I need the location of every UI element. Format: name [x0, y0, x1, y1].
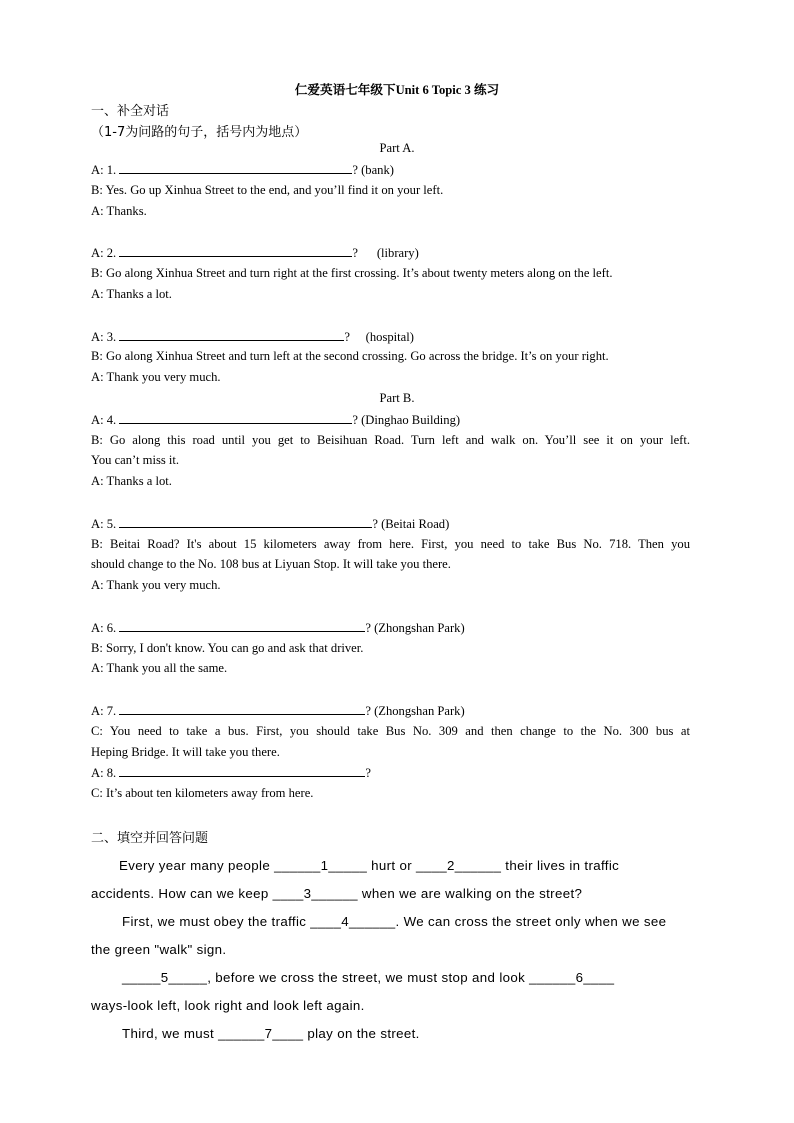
dialogue-line: A: Thank you all the same. — [91, 661, 228, 675]
section1-note: （1-7为问路的句子，括号内为地点） — [91, 125, 308, 140]
question-number: A: 6. — [91, 621, 117, 635]
question-number: A: 8. — [91, 766, 117, 780]
dialogue-line: B: Go along Xinhua Street and turn left at the second crossing. Go across the bridge. It’s on your right. — [91, 349, 609, 363]
question-hint: ? (Zhongshan Park) — [365, 621, 465, 635]
part-a-label: Part A. — [379, 141, 415, 155]
question-6 — [91, 620, 465, 636]
answer-blank[interactable] — [119, 245, 352, 257]
passage-line: _____5_____, before we cross the street, we must stop and look ______6____ — [122, 970, 615, 985]
dialogue-line: A: Thanks a lot. — [91, 287, 172, 301]
question-number: A: 5. — [91, 517, 117, 531]
passage-line: Every year many people ______1_____ hurt or ____2______ their lives in traffic — [119, 858, 620, 873]
question-8 — [91, 765, 371, 781]
answer-blank[interactable] — [119, 516, 372, 528]
answer-blank[interactable] — [119, 329, 344, 341]
question-1 — [91, 162, 394, 178]
dialogue-line: B: Yes. Go up Xinhua Street to the end, and you’ll find it on your left. — [91, 183, 444, 197]
question-hint: ? (Dinghao Building) — [352, 413, 461, 427]
question-2 — [91, 245, 419, 261]
passage-line: accidents. How can we keep ____3______ when we are walking on the street? — [91, 886, 583, 901]
dialogue-line: B: Sorry, I don't know. You can go and ask that driver. — [91, 641, 364, 655]
dialogue-line: B: Go along Xinhua Street and turn right at the first crossing. It’s about twenty meters along on the left. — [91, 266, 613, 280]
question-3 — [91, 329, 414, 345]
question-hint: ? (bank) — [352, 163, 394, 177]
question-number: A: 2. — [91, 246, 117, 260]
part-b-label: Part B. — [379, 391, 415, 405]
question-hint: ? (library) — [352, 246, 419, 260]
question-7 — [91, 703, 465, 719]
answer-blank[interactable] — [119, 703, 365, 715]
dialogue-line: A: Thank you very much. — [91, 578, 221, 592]
passage-line: the green "walk" sign. — [91, 942, 227, 957]
answer-blank[interactable] — [119, 620, 365, 632]
dialogue-line: C: You need to take a bus. First, you should take Bus No. 309 and then change to the No. 300 bus at — [91, 724, 690, 738]
dialogue-line: Heping Bridge. It will take you there. — [91, 745, 280, 759]
question-hint: ? (hospital) — [344, 330, 414, 344]
dialogue-line: A: Thanks a lot. — [91, 474, 172, 488]
question-4 — [91, 412, 460, 428]
dialogue-line: You can’t miss it. — [91, 453, 180, 467]
question-number: A: 7. — [91, 704, 117, 718]
section1-heading: 一、补全对话 — [91, 104, 170, 119]
question-number: A: 3. — [91, 330, 117, 344]
answer-blank[interactable] — [119, 765, 365, 777]
question-hint: ? — [365, 766, 371, 780]
question-hint: ? (Zhongshan Park) — [365, 704, 465, 718]
dialogue-line: should change to the No. 108 bus at Liyuan Stop. It will take you there. — [91, 557, 451, 571]
question-number: A: 4. — [91, 413, 117, 427]
dialogue-line: B: Go along this road until you get to Beisihuan Road. Turn left and walk on. You’ll see it on your left. — [91, 433, 690, 447]
worksheet-title: 仁爱英语七年级下Unit 6 Topic 3 练习 — [294, 83, 500, 97]
question-5 — [91, 516, 449, 532]
dialogue-line: A: Thank you very much. — [91, 370, 221, 384]
passage-line: ways-look left, look right and look left again. — [91, 998, 365, 1013]
dialogue-line: B: Beitai Road? It's about 15 kilometers away from here. First, you need to take Bus No. 718. Then you — [91, 537, 690, 551]
passage-line: First, we must obey the traffic ____4______. We can cross the street only when we see — [122, 914, 667, 929]
dialogue-line: C: It’s about ten kilometers away from here. — [91, 786, 314, 800]
passage-line: Third, we must ______7____ play on the street. — [122, 1026, 420, 1041]
section2-heading: 二、填空并回答问题 — [91, 831, 209, 846]
answer-blank[interactable] — [119, 162, 352, 174]
question-hint: ? (Beitai Road) — [372, 517, 450, 531]
question-number: A: 1. — [91, 163, 117, 177]
answer-blank[interactable] — [119, 412, 352, 424]
dialogue-line: A: Thanks. — [91, 204, 147, 218]
